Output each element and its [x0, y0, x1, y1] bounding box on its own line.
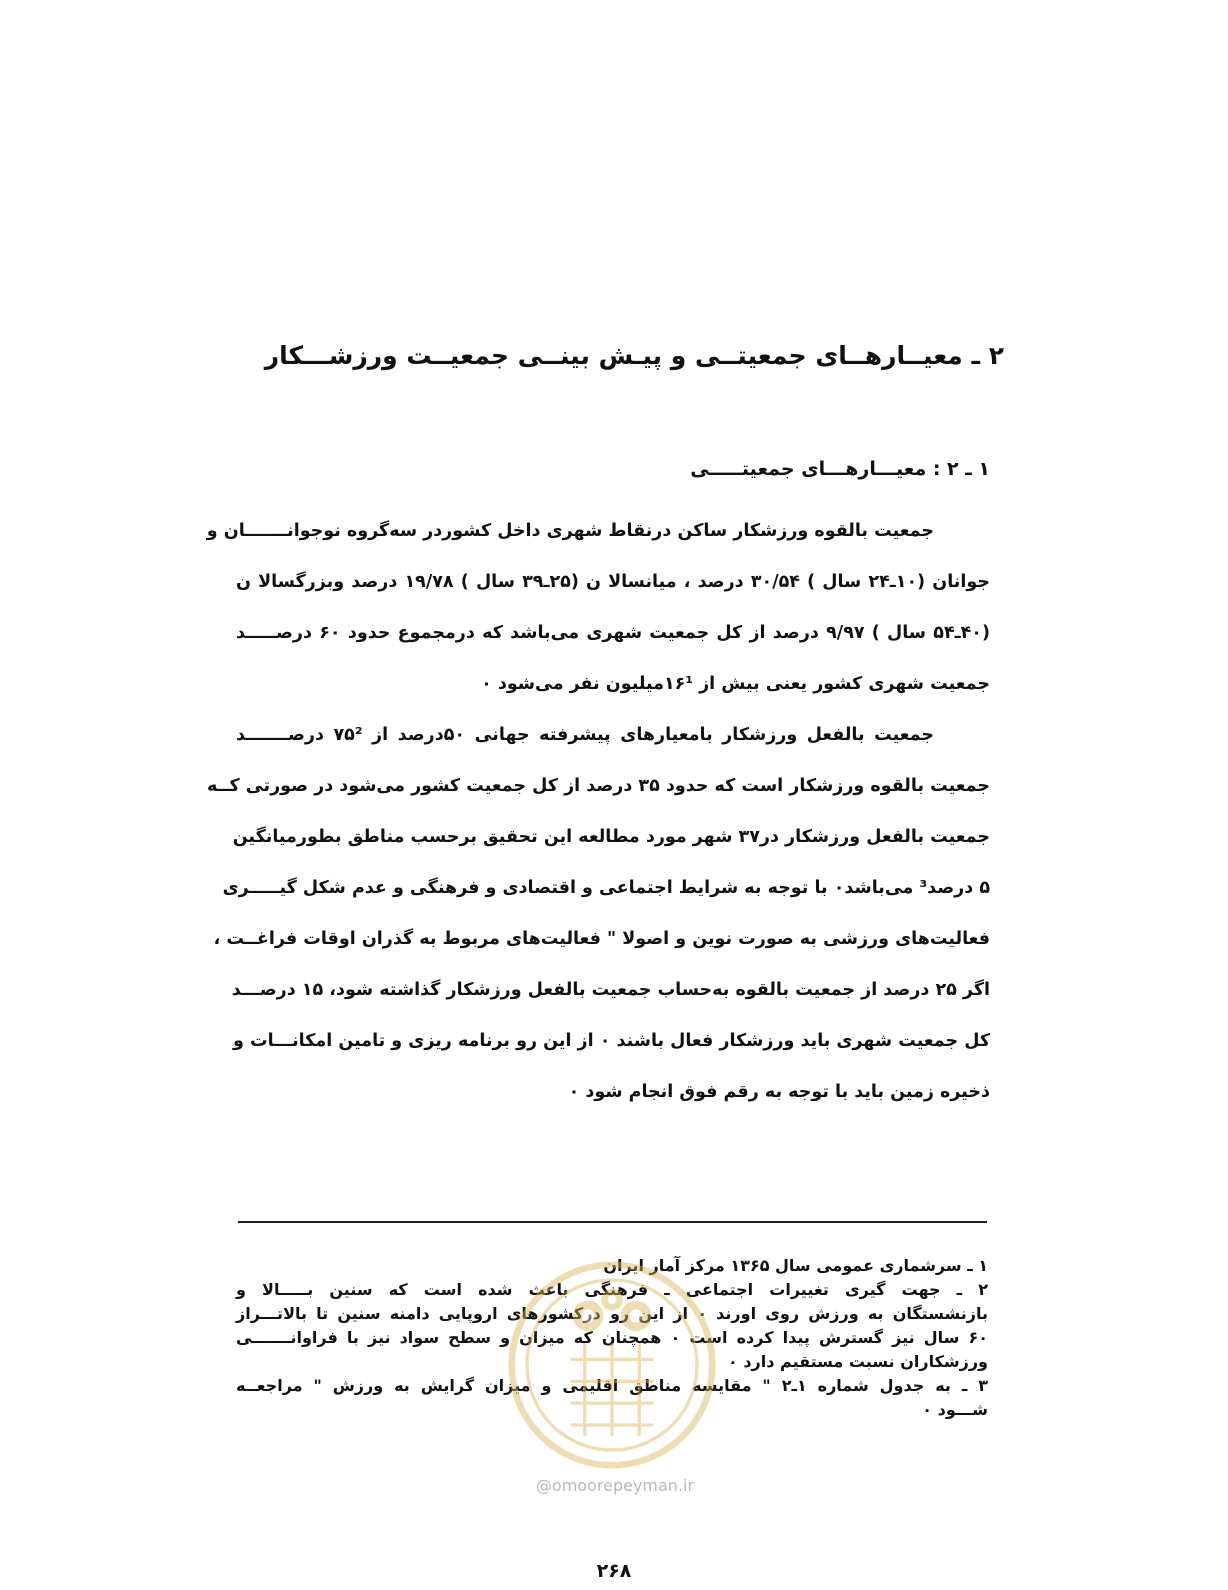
body-text	[206, 514, 990, 1126]
body-line: ۵ درصد³ می‌باشد۰ با توجه به شرایط اجتماعی و اقتصادی و فرهنگی و عدم شکل گیـــــری	[222, 878, 990, 898]
footnote-line: ورزشکاران نسبت مستقیم دارد ۰	[728, 1352, 988, 1371]
footnote-line: ۲ ـ جهت گیری تغییرات اجتماعی ـ فرهنگی باعث شده است که سنین بـــــالا و	[236, 1280, 988, 1299]
body-line: جمعیت شهری کشور یعنی بیش از ۱۶¹میلیون نفر می‌شود ۰	[481, 674, 990, 694]
body-line: جمعیت بالفعل ورزشکار در۳۷ شهر مورد مطالعه این تحقیق برحسب مناطق بطورمیانگین	[232, 827, 990, 847]
footnote-line: ۶۰ سال نیز گسترش پیدا کرده است ۰ همچنان که میزان و سطح سواد نیز با فراوانـــــــی	[236, 1328, 989, 1347]
footnote-line: شـــود ۰	[922, 1400, 988, 1419]
body-line: جمعیت بالقوه ورزشکار ساکن درنقاط شهری داخل کشوردر سه‌گروه نوجوانـــــــان و	[206, 521, 934, 541]
body-line: جوانان (۱۰ـ۲۴ سال ) ۳۰/۵۴ درصد ، میانسالا ن (۲۵ـ۳۹ سال ) ۱۹/۷۸ درصد وبزرگسالا ن	[236, 572, 990, 592]
section-title: ۱ ـ ۲ : معیـــارهـــای جمعیتـــــی	[690, 458, 990, 480]
footnote-line: ۱ ـ سرشماری عمومی سال ۱۳۶۵ مرکز آمار ایران	[603, 1256, 988, 1275]
footnotes	[236, 1254, 988, 1422]
body-line: ذخیره زمین باید با توجه به رقم فوق انجام شود ۰	[568, 1082, 990, 1102]
body-line: اگر ۲۵ درصد از جمعیت بالقوه به‌حساب جمعیت بالفعل ورزشکار گذاشته شود، ۱۵ درصـــد	[231, 980, 990, 1000]
footnote-line: ۳ ـ به جدول شماره ۱ـ۲ " مقایسه مناطق اقلیمی و میزان گرایش به ورزش " مراجعــه	[236, 1376, 988, 1395]
footnote-line: بازنشستگان به ورزش روی اورند ۰ از این رو درکشورهای اروپایی دامنه سنین تا بالاتـــراز	[236, 1304, 989, 1323]
body-line: جمعیت بالفعل ورزشکار بامعیارهای پیشرفته جهانی ۵۰درصد از ۷۵² درصـــــــد	[236, 725, 934, 745]
body-line: جمعیت بالقوه ورزشکار است که حدود ۳۵ درصد از کل جمعیت کشور می‌شود در صورتی کــه	[206, 776, 990, 796]
body-line: کل جمعیت شهری باید ورزشکار فعال باشند ۰ از این رو برنامه ریزی و تامین امکانـــات و	[233, 1031, 990, 1051]
body-line: فعالیت‌های ورزشی به صورت نوین و اصولا " فعالیت‌های مربوط به گذران اوقات فراغــت ،	[213, 929, 990, 949]
chapter-title: ۲ ـ معیــارهــای جمعیتــی و پیـش بینــی جمعیــت ورزشـــکار	[264, 341, 1004, 370]
body-line: (۴۰ـ۵۴ سال ) ۹/۹۷ درصد از کل جمعیت شهری می‌باشد که درمجموع حدود ۶۰ درصـــــد	[236, 623, 990, 643]
footnote-divider	[238, 1221, 987, 1223]
watermark-url: @omoorepeyman.ir	[535, 1476, 695, 1495]
page-number: ۲۶۸	[596, 1560, 632, 1582]
